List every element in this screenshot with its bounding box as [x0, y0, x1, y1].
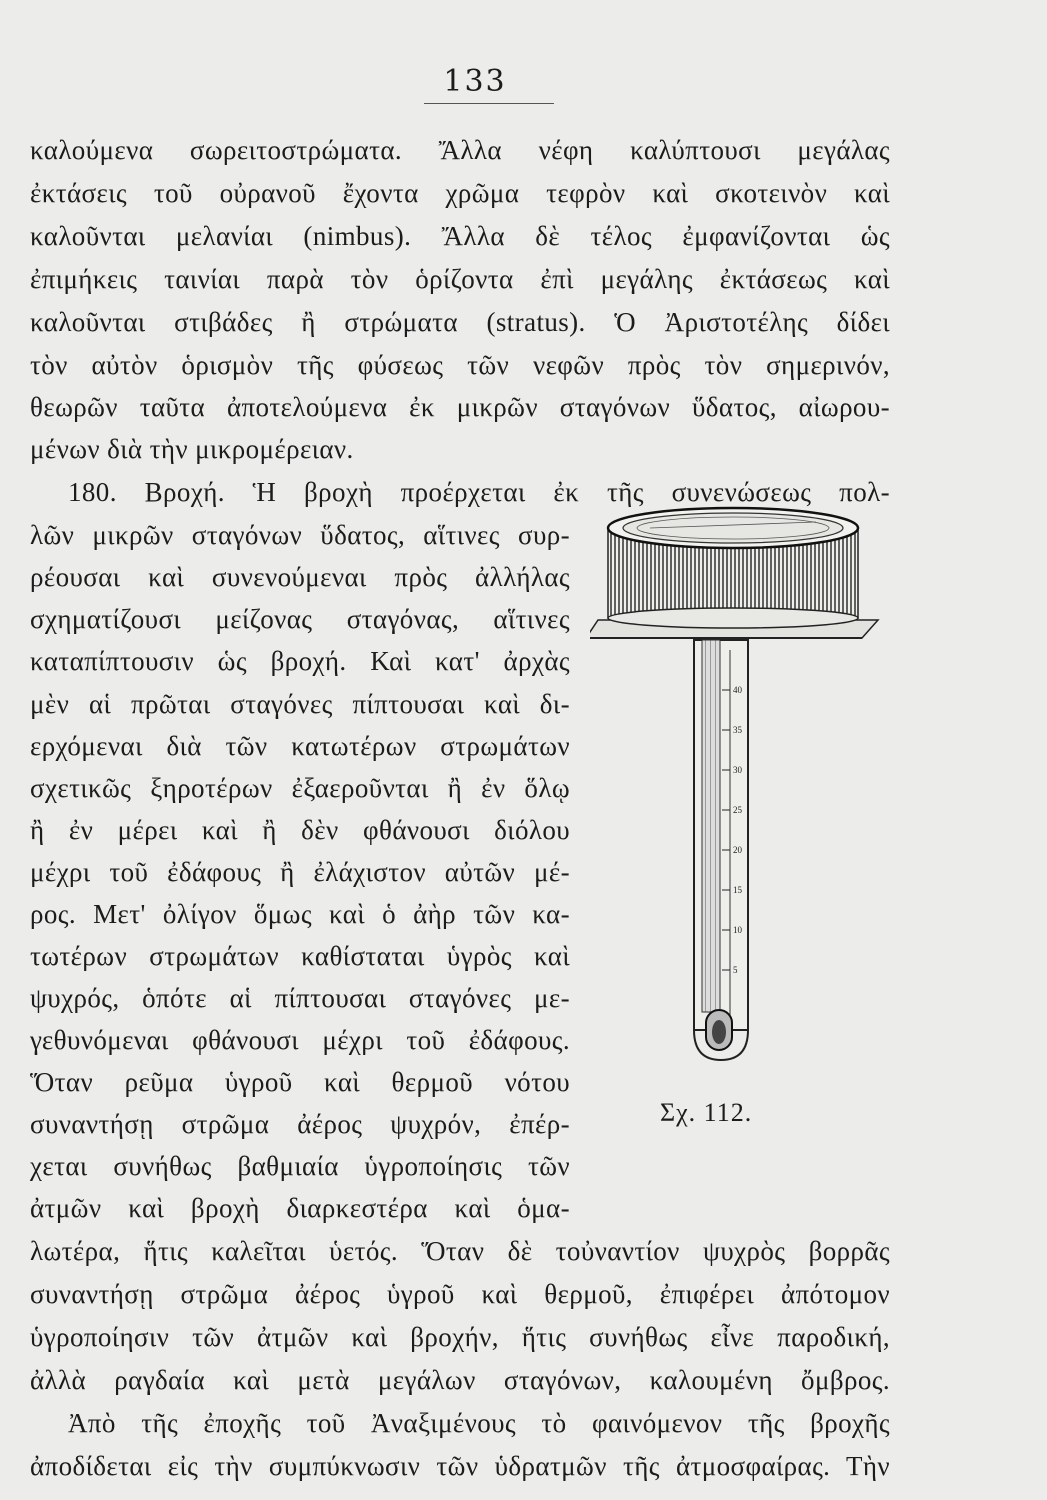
- text-line: ἢ ἐν μέρει καὶ ἢ δὲν φθάνουσι διόλου: [30, 815, 570, 845]
- text-line: μένων διὰ τὴν μικρομέρειαν.: [30, 434, 354, 464]
- text-line: ἐπιμήκεις ταινίαι παρὰ τὸν ὁρίζοντα ἐπὶ μεγάλης ἐκτάσεως καὶ: [30, 264, 890, 294]
- text-line: τὸν αὐτὸν ὁρισμὸν τῆς φύσεως τῶν νεφῶν πρὸς τὸν σημερινόν,: [30, 350, 890, 380]
- text-line: ἀποδίδεται εἰς τὴν συμπύκνωσιν τῶν ὑδρατμῶν τῆς ἀτμοσφαίρας. Τὴν: [30, 1451, 890, 1481]
- scale-label: 35: [733, 725, 742, 735]
- text-line: θεωρῶν ταῦτα ἀποτελούμενα ἐκ μικρῶν σταγόνων ὕδατος, αἰωρου-: [30, 392, 890, 422]
- text-line: λωτέρα, ἥτις καλεῖται ὑετός. Ὅταν δὲ τοὐναντίον ψυχρὸς βορρᾶς: [30, 1236, 890, 1266]
- rain-gauge-figure: [590, 500, 890, 1070]
- text-line: μέχρι τοῦ ἐδάφους ἢ ἐλάχιστον αὐτῶν μέ-: [30, 857, 570, 887]
- text-line: Ὅταν ρεῦμα ὑγροῦ καὶ θερμοῦ νότου: [30, 1067, 570, 1097]
- text-line: συναντήσῃ στρῶμα ἀέρος ὑγροῦ καὶ θερμοῦ, ἐπιφέρει ἀπότομον: [30, 1279, 890, 1309]
- text-line: Ἀπὸ τῆς ἐποχῆς τοῦ Ἀναξιμένους τὸ φαινόμενον τῆς βροχῆς: [68, 1408, 890, 1438]
- text-line: καλοῦνται μελανίαι (nimbus). Ἄλλα δὲ τέλος ἐμφανίζονται ὡς: [30, 221, 890, 251]
- scale-label: 20: [733, 845, 742, 855]
- text-line: ψυχρός, ὁπότε αἱ πίπτουσαι σταγόνες με-: [30, 983, 570, 1013]
- text-line: ρος. Μετ' ὀλίγον ὅμως καὶ ὁ ἀὴρ τῶν κα-: [30, 899, 570, 929]
- scale-label: 10: [733, 925, 742, 935]
- scale-label: 5: [733, 965, 738, 975]
- scale-label: 40: [733, 685, 742, 695]
- text-line: ἀτμῶν καὶ βροχὴ διαρκεστέρα καὶ ὁμα-: [30, 1193, 570, 1223]
- text-line: σχετικῶς ξηροτέρων ἐξαεροῦνται ἢ ἐν ὅλῳ: [30, 773, 570, 803]
- scale-label: 30: [733, 765, 742, 775]
- text-line: μὲν αἱ πρῶται σταγόνες πίπτουσαι καὶ δι-: [30, 689, 570, 719]
- text-line: τωτέρων στρωμάτων καθίσταται ὑγρὸς καὶ: [30, 941, 570, 971]
- section-heading-line: 180. Βροχή. Ἡ βροχὴ προέρχεται ἐκ τῆς συνενώσεως πολ-: [68, 477, 890, 507]
- page-number: 133: [443, 64, 507, 99]
- text-line: ἀλλὰ ραγδαία καὶ μετὰ μεγάλων σταγόνων, καλουμένη ὄμβρος.: [30, 1365, 890, 1395]
- scale-label: 25: [733, 805, 742, 815]
- scale-label: 15: [733, 885, 742, 895]
- text-line: ὑγροποίησιν τῶν ἀτμῶν καὶ βροχήν, ἥτις συνήθως εἶνε παροδική,: [30, 1322, 890, 1352]
- figure-caption: Σχ. 112.: [660, 1098, 753, 1127]
- text-line: χεται συνήθως βαθμιαία ὑγροποίησις τῶν: [30, 1151, 570, 1181]
- text-line: λῶν μικρῶν σταγόνων ὕδατος, αἵτινες συρ-: [30, 520, 570, 550]
- text-line: καλοῦνται στιβάδες ἢ στρώματα (stratus). Ὁ Ἀριστοτέλης δίδει: [30, 307, 890, 337]
- text-line: ἐκτάσεις τοῦ οὐρανοῦ ἔχοντα χρῶμα τεφρὸν καὶ σκοτεινὸν καὶ: [30, 178, 890, 208]
- text-line: ρέουσαι καὶ συνενούμεναι πρὸς ἀλλήλας: [30, 562, 570, 592]
- text-line: σχηματίζουσι μείζονας σταγόνας, αἵτινες: [30, 604, 570, 634]
- text-line: καλούμενα σωρειτοστρώματα. Ἄλλα νέφη καλύπτουσι μεγάλας: [30, 135, 890, 165]
- text-line: ερχόμεναι διὰ τῶν κατωτέρων στρωμάτων: [30, 731, 570, 761]
- text-line: συναντήσῃ στρῶμα ἀέρος ψυχρόν, ἐπέρ-: [30, 1109, 570, 1139]
- text-line: καταπίπτουσιν ὡς βροχή. Καὶ κατ' ἀρχὰς: [30, 646, 570, 676]
- text-line: γεθυνόμεναι φθάνουσι μέχρι τοῦ ἐδάφους.: [30, 1025, 570, 1055]
- page-rule: [424, 103, 554, 104]
